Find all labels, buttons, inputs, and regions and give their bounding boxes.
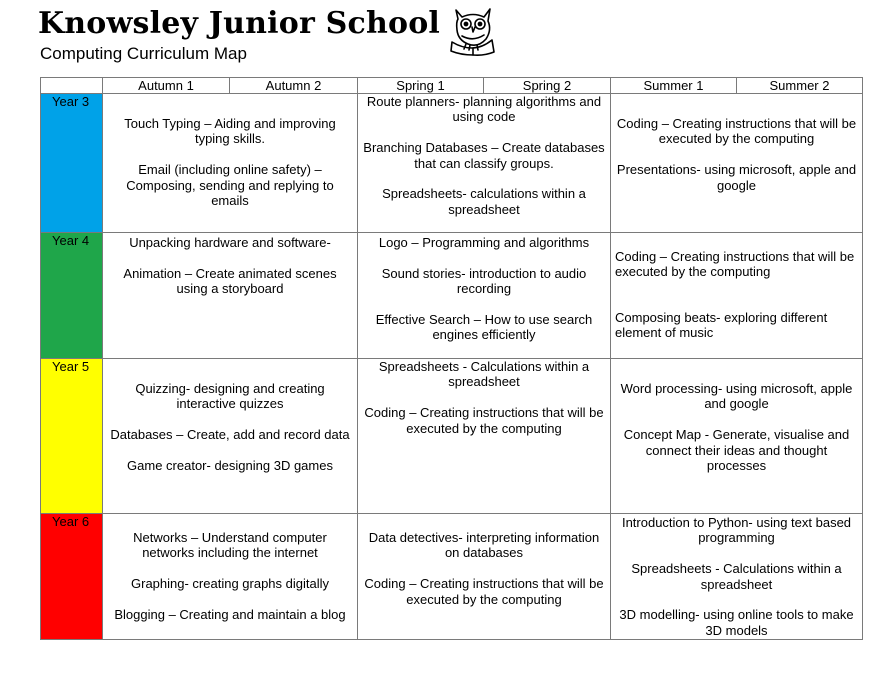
table-row xyxy=(41,94,863,233)
topic-text: Databases – Create, add and record data xyxy=(110,427,350,443)
topic-text: Effective Search – How to use search engines efficiently xyxy=(375,312,593,343)
column-header: Summer 2 xyxy=(737,78,863,94)
year-label: Year 5 xyxy=(41,359,103,514)
owl-logo-icon xyxy=(448,4,498,58)
spring-cell xyxy=(358,94,611,233)
document-subtitle: Computing Curriculum Map xyxy=(40,44,247,63)
topic-text: Spreadsheets - Calculations within a spreadsheet xyxy=(631,561,842,592)
summer-cell xyxy=(611,514,863,640)
topic-text: Logo – Programming and algorithms xyxy=(378,235,590,250)
topic-text: Spreadsheets - Calculations within a spreadsheet xyxy=(378,359,590,390)
topic-text: Introduction to Python- using text based programming xyxy=(621,515,852,546)
topic-text: Quizzing- designing and creating interactive quizzes xyxy=(135,381,325,412)
topic-text: Networks – Understand computer networks including the internet xyxy=(133,530,327,561)
topic-text: Email (including online safety) – Composing, sending and replying to emails xyxy=(126,162,334,209)
topic-text: Coding – Creating instructions that will be executed by the computing xyxy=(364,576,604,607)
topic-text: Blogging – Creating and maintain a blog xyxy=(114,607,346,622)
topic-text: Branching Databases – Create databases that can classify groups. xyxy=(363,140,605,171)
summer-cell xyxy=(611,359,863,514)
autumn-cell xyxy=(103,233,358,359)
table-row xyxy=(41,233,863,359)
school-name: Knowsley Junior School xyxy=(38,6,441,41)
column-header: Spring 2 xyxy=(484,78,611,94)
topic-text: Spreadsheets- calculations within a spreadsheet xyxy=(382,186,586,217)
autumn-cell xyxy=(103,359,358,514)
column-header: Autumn 1 xyxy=(103,78,230,94)
topic-text: Unpacking hardware and software- xyxy=(129,235,331,250)
year-label: Year 6 xyxy=(41,514,103,640)
topic-text: Route planners- planning algorithms and using code xyxy=(366,94,602,125)
corner-cell xyxy=(41,78,103,94)
topic-text: Presentations- using microsoft, apple and google xyxy=(616,162,857,193)
spring-cell xyxy=(358,233,611,359)
topic-text: Animation – Create animated scenes using a storyboard xyxy=(123,265,337,297)
topic-text: Coding – Creating instructions that will be executed by the computing xyxy=(616,116,857,147)
topic-text: Sound stories- introduction to audio recording xyxy=(381,265,587,297)
topic-text: Coding – Creating instructions that will be executed by the computing xyxy=(364,405,604,436)
topic-text: Game creator- designing 3D games xyxy=(127,458,333,473)
topic-text: 3D modelling- using online tools to make 3D models xyxy=(619,607,854,638)
year-label: Year 3 xyxy=(41,94,103,233)
topic-text: Graphing- creating graphs digitally xyxy=(131,576,329,592)
column-header: Summer 1 xyxy=(611,78,737,94)
curriculum-table xyxy=(40,77,863,640)
autumn-cell xyxy=(103,514,358,640)
topic-text: Word processing- using microsoft, apple and google xyxy=(620,381,853,412)
spring-cell xyxy=(358,514,611,640)
table-row xyxy=(41,359,863,514)
autumn-cell xyxy=(103,94,358,233)
column-header: Autumn 2 xyxy=(230,78,358,94)
summer-cell xyxy=(611,94,863,233)
column-header: Spring 1 xyxy=(358,78,484,94)
page-header xyxy=(38,4,518,66)
topic-text: Data detectives- interpreting information on databases xyxy=(368,530,600,561)
spring-cell xyxy=(358,359,611,514)
table-header-row xyxy=(41,78,863,94)
topic-text: Composing beats- exploring different element of music xyxy=(615,309,828,341)
year-label: Year 4 xyxy=(41,233,103,359)
summer-cell xyxy=(611,233,863,359)
topic-text: Concept Map - Generate, visualise and connect their ideas and thought processes xyxy=(623,427,850,474)
topic-text: Coding – Creating instructions that will be executed by the computing xyxy=(615,249,855,280)
topic-text: Touch Typing – Aiding and improving typing skills. xyxy=(124,116,336,147)
table-row xyxy=(41,514,863,640)
